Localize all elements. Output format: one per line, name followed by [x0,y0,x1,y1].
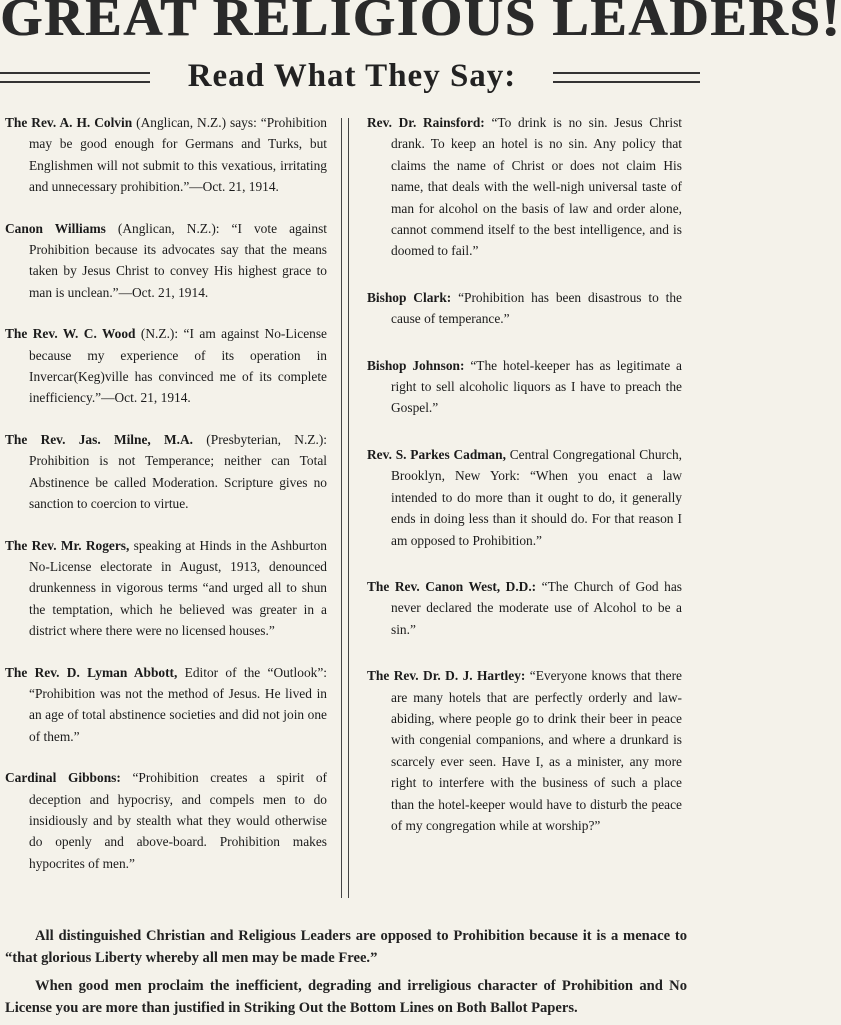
quote-entry-milne [5,429,327,515]
quote-entry-rogers [5,535,327,642]
quote-entry-colvin [5,112,327,198]
quote-text: “To drink is no sin. Jesus Christ drank. To keep an hotel is no sin. Any policy that claims the name of Christ or does not claim His name, that deals with the well-nigh universal taste of man for alcohol on the basis of law and order alone, cannot commend itself to the best intelligence, and is doomed to fail.” [391,115,682,259]
right-double-rule [553,72,700,83]
quote-entry-wood [5,323,327,409]
quote-entry-abbott [5,662,327,748]
footer-paragraph-2: When good men proclaim the inefficient, degrading and irreligious character of Prohibition and No License you are more than justified in Striking Out the Bottom Lines on Both Ballot Papers. [5,978,687,1016]
speaker-name: The Rev. Canon West, D.D.: [367,578,537,594]
quote-text: “Prohibition creates a spirit of deception and hypocrisy, and compels men to do insidiously and by stealth what they would otherwise do openly and above-board. Prohibition makes hypocrites of men.” [29,770,327,871]
quote-text: “Everyone knows that there are many hotels that are perfectly orderly and law-abiding, where people go to drink their beer in peace with congenial companions, and where a drunkard is scarcely ever seen. Have I, as a minister, any more right to interfere with the business of such a place than the hotel-keeper would have to disturb the peace of my congregation while at worship?” [391,668,683,833]
speaker-name: The Rev. Dr. D. J. Hartley: [367,668,526,684]
speaker-name: Canon Williams [5,220,106,236]
quote-text: (Anglican, N.Z.): “I vote against Prohibition because its advocates say that the means taken by Jesus Christ to convey His highest grace to man is unclean.”—Oct. 21, 1914. [29,220,327,300]
quote-text: Editor of the “Outlook”: “Prohibition was not the method of Jesus. He lived in an age of total abstinence societies and did not join one of them.” [29,664,327,744]
speaker-name: The Rev. A. H. Colvin [5,115,133,130]
speaker-name: The Rev. D. Lyman Abbott, [5,664,178,680]
speaker-name: Bishop Clark: [367,289,452,305]
subheadline-row [0,58,700,98]
quote-text: (Anglican, N.Z.) says: “Prohibition may be good enough for Germans and Turks, but Englishmen will not submit to this vexatious, irritating and unnecessary prohibition.”—Oct. 21, 1914. [29,115,327,195]
speaker-name: The Rev. Jas. Milne, M.A. [5,431,194,447]
speaker-name: Rev. S. Parkes Cadman, [367,446,506,462]
quote-text: speaking at Hinds in the Ashburton No-License electorate in August, 1913, denounced drunkenness in vigorous terms “and urged all to shun the temptation, which he believed was greater in a district where there were no licensed houses.” [29,537,327,639]
quote-entry-hartley [367,665,682,836]
subheadline: Read What They Say: [187,58,517,94]
quote-text: “The Church of God has never declared the moderate use of Alcohol to be a sin.” [391,578,682,637]
quote-entry-west [367,576,682,640]
quote-text: Central Congregational Church, Brooklyn, New York: “When you enact a law intended to do more than it ought to do, it generally ends in doing less than it should do. For that reason I am opposed to Prohibition.” [391,446,682,548]
left-column [5,112,327,894]
footer-paragraph-1: All distinguished Christian and Religious Leaders are opposed to Prohibition because it is a menace to “that glorious Liberty whereby all men may be made Free.” [5,928,687,966]
quote-text: (N.Z.): “I am against No-License because my experience of its operation in Invercar(Keg)ville has convinced me of its complete inefficiency.”—Oct. 21, 1914. [29,326,327,406]
right-column [367,112,682,861]
column-divider [341,118,349,898]
quote-entry-johnson [367,355,682,419]
speaker-name: The Rev. W. C. Wood [5,326,136,342]
quote-entry-gibbons [5,767,327,874]
speaker-name: Rev. Dr. Rainsford: [367,115,485,130]
headline: GREAT RELIGIOUS LEADERS! [0,0,841,47]
speaker-name: Cardinal Gibbons: [5,770,121,786]
quote-entry-williams [5,218,327,304]
quote-entry-clark [367,287,682,330]
quote-text: (Presbyterian, N.Z.): Prohibition is not Temperance; neither can Total Abstinence be called Moderation. Scripture gives no sanction to coercion to virtue. [29,431,327,512]
quote-entry-rainsford [367,112,682,262]
quote-entry-cadman [367,444,682,551]
quote-text: “Prohibition has been disastrous to the cause of temperance.” [391,289,682,327]
quote-text: “The hotel-keeper has as legitimate a right to sell alcoholic liquors as I have to preach the Gospel.” [391,357,682,416]
speaker-name: The Rev. Mr. Rogers, [5,537,130,553]
speaker-name: Bishop Johnson: [367,357,465,373]
left-double-rule [0,72,150,83]
footer-appeal [5,925,687,1025]
